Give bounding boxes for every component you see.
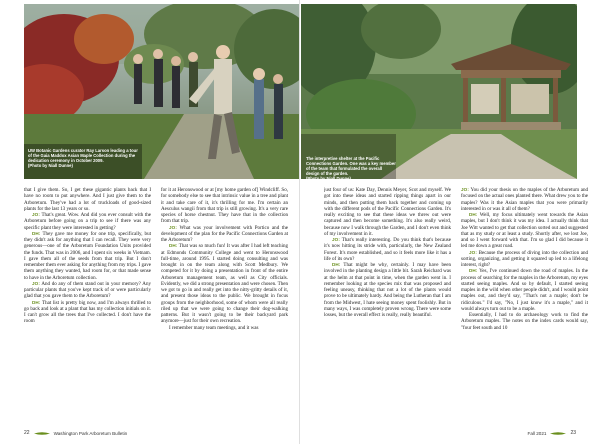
page-number-right: 23 [570, 430, 576, 436]
paragraph-text: That list is pretty big now, and I'm always thrilled to go back and look at a plant that has my collection initials on it. I can't grow all the trees that I've collected. I don't have the room [24, 299, 151, 325]
left-column-1 [24, 187, 151, 413]
speaker-label: DH: [469, 268, 478, 274]
paragraph [161, 325, 288, 331]
paragraph-text: that I give them. So, I get these gigantic plants back that I have no room to put anywhere. And I just give them to the Arboretum. They've had a lot of truckloads of good-sized plants for the last 13 years or so. [24, 187, 151, 212]
paragraph [24, 231, 151, 281]
paragraph [161, 225, 288, 244]
paragraph [24, 300, 151, 325]
paragraph [461, 312, 588, 331]
speaker-label: DH: [469, 212, 478, 217]
left-page-body [24, 187, 288, 413]
paragraph-text: I remember many team meetings, and it was [169, 324, 259, 331]
left-column-2 [161, 187, 288, 413]
paragraph [461, 250, 588, 269]
paragraph [161, 187, 288, 225]
page-number-left: 22 [24, 430, 30, 436]
right-page-body [324, 187, 588, 413]
paragraph-text: Yes, I've continued down the road of maples. In the process of searching for the maples in the Arboretum, my eyes started seeing maples. And so by default, I started seeing maples in the wild when other people didn't, and I would point maples out, and they'd say, "That's not a maple; don't be ridiculous." I'd say, "No, I just know it's a maple," and it would always turn out to be a maple. [461, 268, 588, 312]
speaker-label: JO: [469, 249, 477, 255]
leaf-ornament-icon [550, 431, 566, 436]
paragraph [324, 237, 451, 262]
issue-label: Fall 2021 [527, 430, 547, 436]
right-footer [528, 430, 576, 436]
paragraph [461, 187, 588, 212]
paragraph [24, 187, 151, 212]
paragraph-text: And do any of them stand out in your memory? Any particular plants that you've kept track of or were particularly glad that you gave them to the Arboretum? [24, 280, 151, 300]
paragraph-text: Well, my focus ultimately went towards the Asian maples, but I don't think it was my idea. I actually think that Joe Witt wanted to get that collection sorted out and suggested that as my study or at least a study. Shortly after, we lost Joe, and so I went forward with that. I'm so glad I did because it led me down a great road. [461, 212, 588, 250]
right-photo-caption: The interpretive shelter at the Pacific Connections Garden. One was a key member of the team that formulated the overall design of the garden. (Photo by Niall Dunne) [306, 156, 396, 182]
paragraph-text: for it at Heronswood or at [my home garden of] Windcliff. So, for somebody else to see that intrinsic value in a tree and plant it and take care of it, it's thrilling for me. I'm certain an Aesculus wangii from that trip is still growing. It's a very rare species of horse chestnut. They have that in the collection from that trip. [161, 187, 288, 225]
paragraph-text: just four of us: Kate Day, Dennis Meyer, Scot and myself. We got into these ideas and started ripping things apart in our minds, and then putting them back together and coming up with the different pods of the Pacific Connections Garden. It's really exciting to see that these ideas we threw out were captured and then become something. It's also really weird, because now I walk through the Garden, and I don't even think of my involvement in it. [324, 187, 451, 237]
paragraph-text: That was so much fun! It was after I had left teaching at Edmonds Community College and went to Heronswood full-time, around 1995. I started doing consulting and was brought in on the team along with Scott Medbury. We competed for it by doing a presentation in front of the entire Arboretum management team, as well as City officials. Evidently, we did a strong presentation and were chosen. Then we got to go in and really get into the nitty-gritty details of it, and present those ideas to the public. We brought in focus groups from the neighborhood, some of whom were all really riled up that we were going to change their dog-walking patterns. But it wasn't going to be their backyard park anymore—just for their own recreation. [161, 243, 288, 325]
paragraph-text: They gave me money for one trip, specifically, but they didn't ask for anything that I can recall. They were very generous—one of the Arboretum Foundation Units provided the funds. That was in 2006, and I spent six weeks in Vietnam. I gave them all of the seeds from that trip. But I don't remember them ever asking for anything from my trips. I gave them anything they wanted, had room for, or that made sense to have in the Arboretum collection. [24, 230, 151, 281]
right-page [300, 0, 600, 444]
speaker-label: DH: [332, 262, 341, 267]
paragraph [461, 212, 588, 250]
paragraph-text: That might be why, certainly. I may have been involved in the planting design a little bit. Sarah Reichard was at the helm at that point in time, when the garden went in. I remember looking at the species mix that was proposed and feeling uneasy, thinking that not a lot of the plants would prove to be ultimately hardy. And being the Lutheran that I am from the Midwest, I hate seeing money spent foolishly. But in many ways, I was completely proven wrong. There were some losses, but the overall effect is really, really beautiful. [324, 262, 451, 318]
paragraph-text: Essentially, I had to do archaeology work to find the Arboretum maples. The notes on the index cards would say, "four feet south and 10 [461, 312, 588, 331]
right-column-1 [324, 187, 451, 413]
paragraph [324, 262, 451, 318]
speaker-label: JO: [169, 224, 177, 230]
shelter-photo [301, 4, 577, 182]
speaker-label: DH: [32, 230, 41, 236]
paragraph [161, 243, 288, 324]
right-photo [301, 4, 577, 182]
speaker-label: JO: [32, 280, 40, 286]
leaf-ornament-icon [34, 431, 50, 436]
paragraph-text: That's really interesting. Do you think that's because it's now hitting its stride with, particularly, the New Zealand Forest. It's more established, and so it feels more like it has a life of its own? [324, 237, 451, 262]
speaker-label: JO: [332, 237, 340, 242]
right-column-2 [461, 187, 588, 413]
paragraph [461, 268, 588, 312]
left-footer [24, 430, 127, 436]
paragraph-text: What was your involvement with Portico and the development of the plan for the Pacific Connections Garden at the Arboretum? [161, 224, 288, 243]
paragraph-text: Because the process of diving into the collection and sorting, organizing, and getting it squared up led to a lifelong interest, right? [461, 249, 588, 268]
speaker-label: DH: [169, 243, 178, 249]
paragraph [324, 187, 451, 237]
paragraph-text: You did your thesis on the maples of the Arboretum and focused on the actual ones planted there. What drew you to the maples? Was it the Asian maples that you were primarily interested in or was it all of them? [461, 187, 588, 212]
speaker-label: DH: [32, 299, 41, 305]
speaker-label: JO: [32, 212, 40, 217]
paragraph-text: That's great. Wow. And did you ever consult with the Arboretum before going on a trip to see if there was any specific plant they were interested in getting? [24, 212, 151, 231]
bulletin-title: Washington Park Arboretum Bulletin [53, 430, 128, 436]
left-photo-caption: UW Botanic Gardens curator Ray Larson leading a tour of the Gaia Maddox Asian Maple Collection during the dedication ceremony in October 2009. (Photo by Niall Dunne) [28, 148, 138, 169]
speaker-label: JO: [461, 187, 469, 192]
paragraph [24, 281, 151, 300]
paragraph [24, 212, 151, 231]
